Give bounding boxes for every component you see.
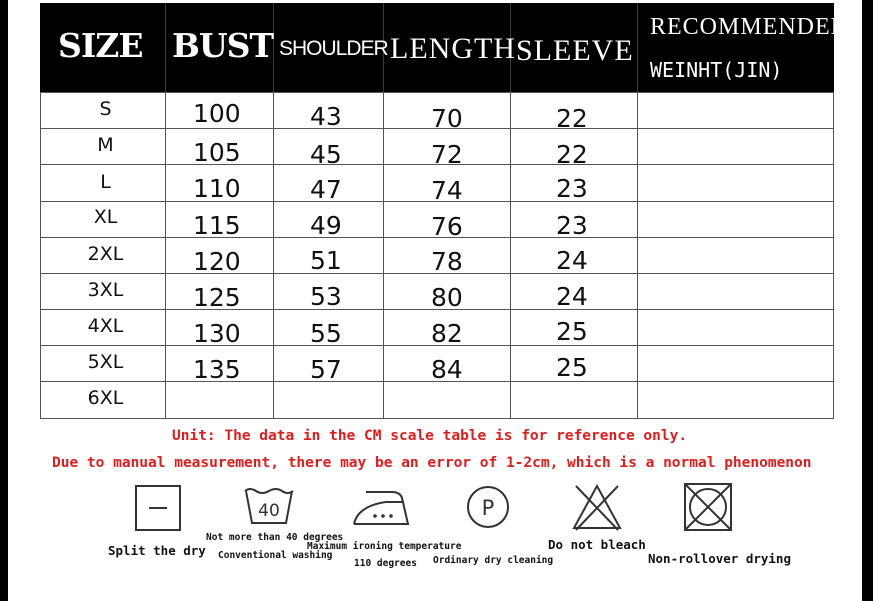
cell-bust: 125 — [193, 283, 241, 312]
cell-shoulder: 51 — [310, 246, 342, 275]
tumble-dry-square-icon — [134, 484, 182, 532]
header-divider — [165, 3, 166, 92]
cell-size: 2XL — [87, 243, 124, 265]
cell-length: 74 — [431, 176, 463, 205]
care-label-iron: Maximum ironing temperature — [307, 541, 462, 552]
cell-shoulder: 47 — [310, 175, 342, 204]
cell-bust: 120 — [193, 247, 241, 276]
cell-shoulder: 45 — [310, 140, 342, 169]
cell-size: 6XL — [87, 387, 124, 409]
cell-length: 84 — [431, 355, 463, 384]
cell-shoulder: 55 — [310, 319, 342, 348]
cell-size: M — [97, 134, 114, 156]
cell-sleeve: 24 — [556, 246, 588, 275]
cell-bust: 100 — [193, 99, 241, 128]
cell-bust: 130 — [193, 319, 241, 348]
care-label-iron-temp: 110 degrees — [354, 558, 417, 569]
cell-length: 82 — [431, 319, 463, 348]
care-label-wash-temp: Not more than 40 degrees — [206, 532, 344, 543]
header-length: LENGTH — [390, 32, 516, 65]
right-border-strip — [862, 0, 873, 601]
cell-shoulder: 53 — [310, 282, 342, 311]
care-label-wash: Conventional washing — [218, 550, 333, 561]
header-bust: BUST — [172, 26, 274, 65]
unit-note: Unit: The data in the CM scale table is for reference only. — [172, 428, 688, 444]
row-line — [40, 92, 834, 93]
header-sleeve: SLEEVE — [516, 34, 634, 67]
row-line — [40, 418, 834, 419]
do-not-bleach-icon — [570, 482, 624, 532]
column-line — [637, 92, 638, 418]
header-recommended: RECOMMENDED — [650, 14, 850, 40]
cell-size: 4XL — [87, 315, 124, 337]
iron-icon — [350, 488, 412, 528]
cell-sleeve: 22 — [556, 104, 588, 133]
cell-shoulder: 49 — [310, 211, 342, 240]
header-size: SIZE — [58, 26, 143, 65]
cell-length: 78 — [431, 247, 463, 276]
cell-length: 76 — [431, 212, 463, 241]
cell-sleeve: 23 — [556, 174, 588, 203]
left-border-strip — [0, 0, 8, 601]
cell-size: XL — [93, 206, 118, 228]
cell-sleeve: 22 — [556, 140, 588, 169]
column-line — [40, 92, 41, 418]
header-shoulder: SHOULDER — [279, 37, 388, 60]
dry-clean-letter: P — [481, 496, 495, 520]
cell-sleeve: 25 — [556, 353, 588, 382]
cell-bust: 105 — [193, 138, 241, 167]
cell-bust: 115 — [193, 211, 241, 240]
cell-size: S — [99, 98, 112, 120]
cell-shoulder: 57 — [310, 355, 342, 384]
cell-size: 5XL — [87, 351, 124, 373]
header-divider — [637, 3, 638, 92]
care-label-tumble: Non-rollover drying — [648, 551, 791, 566]
column-line — [833, 92, 834, 418]
care-label-dry-clean: Ordinary dry cleaning — [433, 555, 554, 566]
dry-clean-p-icon — [465, 484, 511, 530]
header-divider — [273, 3, 274, 92]
cell-sleeve: 23 — [556, 211, 588, 240]
cell-length: 80 — [431, 283, 463, 312]
cell-bust: 135 — [193, 355, 241, 384]
header-recommended-weight: WEINHT(JIN) — [650, 58, 783, 82]
wash-temperature: 40 — [258, 501, 280, 521]
care-label-bleach: Do not bleach — [548, 537, 646, 552]
measurement-error-note: Due to manual measurement, there may be an error of 1-2cm, which is a normal phenomenon — [52, 455, 812, 471]
cell-length: 70 — [431, 104, 463, 133]
care-label-dry: Split the dry — [108, 543, 206, 558]
do-not-tumble-dry-icon — [683, 482, 733, 532]
column-line — [273, 92, 274, 418]
cell-size: L — [100, 171, 111, 193]
cell-bust: 110 — [193, 174, 241, 203]
wash-40-degrees-icon — [242, 485, 296, 529]
column-line — [383, 92, 384, 418]
cell-sleeve: 24 — [556, 282, 588, 311]
cell-length: 72 — [431, 140, 463, 169]
cell-size: 3XL — [87, 279, 124, 301]
cell-shoulder: 43 — [310, 102, 342, 131]
column-line — [510, 92, 511, 418]
cell-sleeve: 25 — [556, 317, 588, 346]
